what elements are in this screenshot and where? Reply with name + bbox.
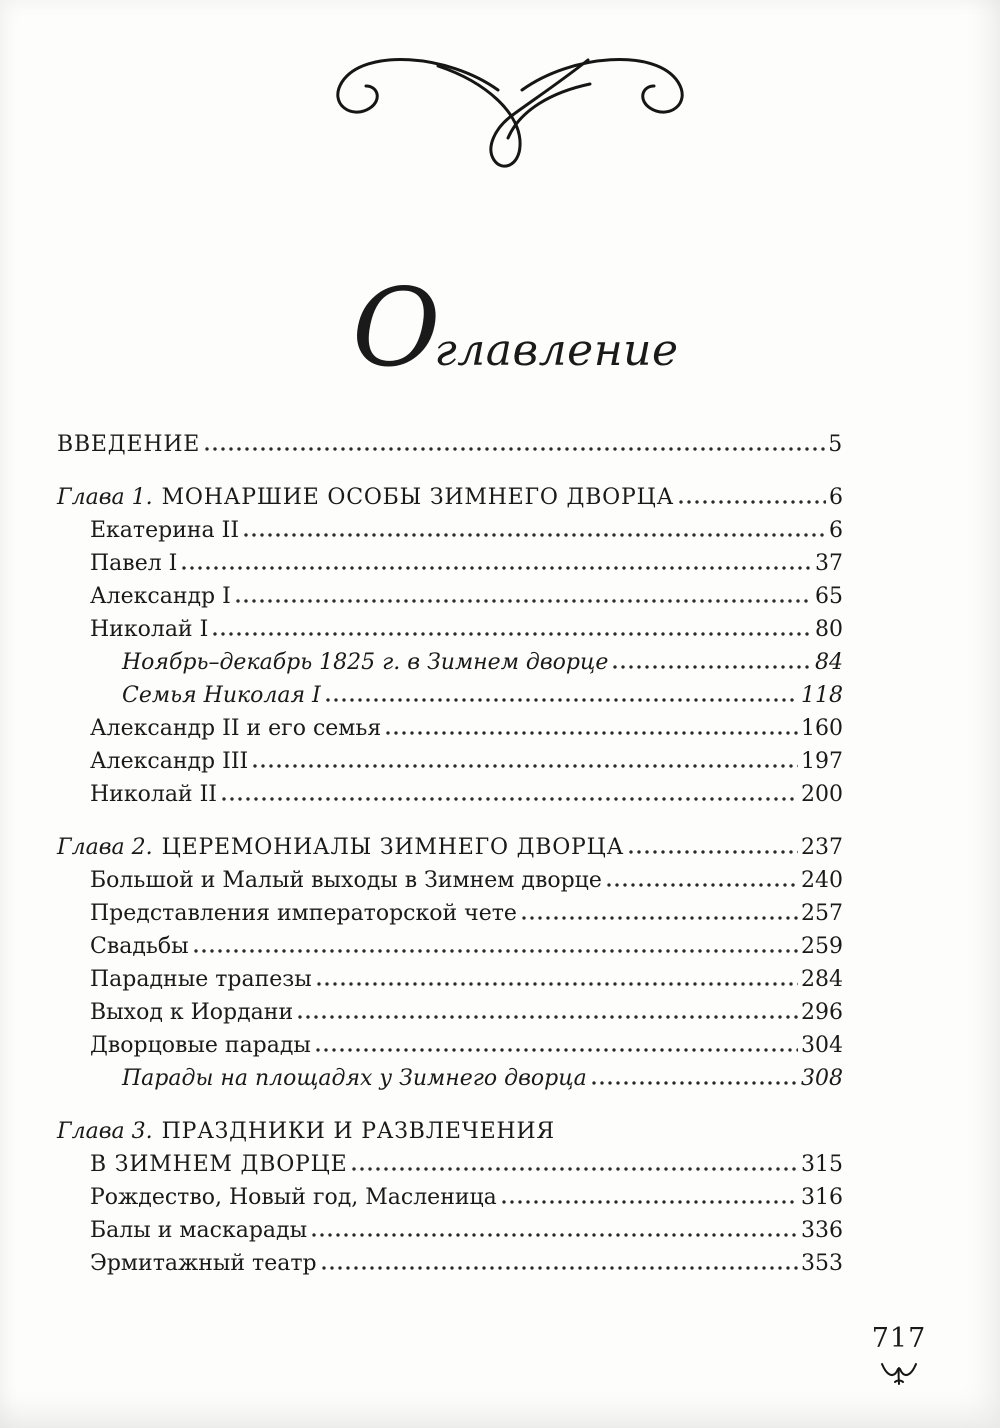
entry-page-number: 296 [801,1000,843,1025]
dot-leader [326,698,798,702]
entry-page-number: 6 [829,485,843,510]
toc-entry [90,1187,843,1209]
toc-entry [90,903,843,925]
dot-leader [352,1167,798,1171]
toc-entry [90,751,843,773]
toc-entry [90,870,843,892]
entry-page-number: 336 [801,1218,843,1243]
title-rest: главление [434,325,679,376]
entry-page-number: 197 [801,749,843,774]
entry-page-number: 316 [801,1185,843,1210]
page-title [352,266,1000,391]
dot-leader [236,599,812,603]
entry-page-number: 6 [829,518,843,543]
entry-title: Большой и Малый выходы в Зимнем дворце [90,868,602,893]
folio-ornament-icon [879,1360,919,1386]
dot-leader [244,533,826,537]
dot-leader [522,916,798,920]
entry-title: Александр III [90,749,249,774]
entry-page-number: 160 [801,716,843,741]
toc-entry [90,1253,843,1275]
entry-page-number: 5 [828,432,843,457]
dot-leader [502,1200,798,1204]
chapter-label: Глава 1. [57,485,153,510]
toc-chapter-entry-two-line [57,1121,843,1176]
top-flourish-ornament [290,52,710,172]
entry-title: Павел I [90,551,178,576]
entry-page-number: 259 [801,934,843,959]
dot-leader [317,982,798,986]
entry-title: ПРАЗДНИКИ И РАЗВЛЕЧЕНИЯ [161,1119,555,1144]
toc-subentry [122,685,843,707]
entry-title: ВВЕДЕНИЕ [57,432,201,457]
entry-page-number: 200 [801,782,843,807]
toc-entry-introduction [57,434,843,456]
dot-leader [298,1015,798,1019]
dot-leader [316,1048,798,1052]
chapter-line-2 [90,1154,843,1176]
folio-page-number: 717 [871,1323,927,1354]
toc-subentry [122,1068,843,1090]
entry-title: Александр I [90,584,231,609]
chapter-label: Глава 2. [57,835,153,860]
toc-entry [90,718,843,740]
toc-entry [90,784,843,806]
entry-title: Парады на площадях у Зимнего дворца [122,1066,587,1091]
entry-title: Выход к Иордани [90,1000,294,1025]
toc-subentry [122,652,843,674]
entry-title: ЦЕРЕМОНИАЛЫ ЗИМНЕГО ДВОРЦА [161,835,625,860]
chapter-label: Глава 3. [57,1119,153,1144]
entry-title: Эрмитажный театр [90,1251,317,1276]
dot-leader [592,1081,798,1085]
dot-leader [322,1266,798,1270]
entry-title: Николай II [90,782,217,807]
dot-leader [213,632,812,636]
entry-title: Семья Николая I [122,683,321,708]
entry-title: Свадьбы [90,934,189,959]
entry-title: В ЗИМНЕМ ДВОРЦЕ [90,1152,348,1177]
entry-title: Николай I [90,617,209,642]
toc-entry [90,1002,843,1024]
entry-title: Александр II и его семья [90,716,382,741]
entry-page-number: 304 [801,1033,843,1058]
toc-entry [90,619,843,641]
dot-leader [613,665,812,669]
entry-page-number: 237 [801,835,843,860]
dot-leader [312,1233,798,1237]
entry-title: Дворцовые парады [90,1033,311,1058]
dot-leader [205,447,825,451]
entry-title: Ноябрь–декабрь 1825 г. в Зимнем дворце [122,650,609,675]
entry-page-number: 84 [815,650,843,675]
toc-entry [90,936,843,958]
entry-page-number: 308 [801,1066,843,1091]
entry-page-number: 284 [801,967,843,992]
toc-entry [90,586,843,608]
entry-page-number: 80 [815,617,843,642]
entry-page-number: 65 [815,584,843,609]
entry-page-number: 257 [801,901,843,926]
dot-leader [607,883,798,887]
toc-entry [90,969,843,991]
entry-page-number: 315 [801,1152,843,1177]
dot-leader [386,731,798,735]
entry-page-number: 118 [801,683,843,708]
toc-entry [90,553,843,575]
chapter-two-line-block [57,1121,843,1176]
page-folio [864,1323,934,1386]
toc-chapter-entry [57,487,843,509]
entry-page-number: 240 [801,868,843,893]
entry-title: Екатерина II [90,518,240,543]
dot-leader [253,764,798,768]
entry-page-number: 37 [815,551,843,576]
title-initial-letter: О [352,266,439,391]
dot-leader [222,797,798,801]
toc-entry [90,1220,843,1242]
dot-leader [679,500,826,504]
dot-leader [182,566,812,570]
chapter-line-1 [57,1121,843,1143]
entry-title: Представления императорской чете [90,901,517,926]
entry-title: Рождество, Новый год, Масленица [90,1185,497,1210]
toc-entry [90,1035,843,1057]
entry-page-number: 353 [801,1251,843,1276]
dot-leader [629,850,798,854]
entry-title: Балы и маскарады [90,1218,308,1243]
toc-entry [90,520,843,542]
table-of-contents [57,434,843,1275]
dot-leader [194,949,798,953]
toc-chapter-entry [57,837,843,859]
entry-title: МОНАРШИЕ ОСОБЫ ЗИМНЕГО ДВОРЦА [161,485,675,510]
entry-title: Парадные трапезы [90,967,312,992]
